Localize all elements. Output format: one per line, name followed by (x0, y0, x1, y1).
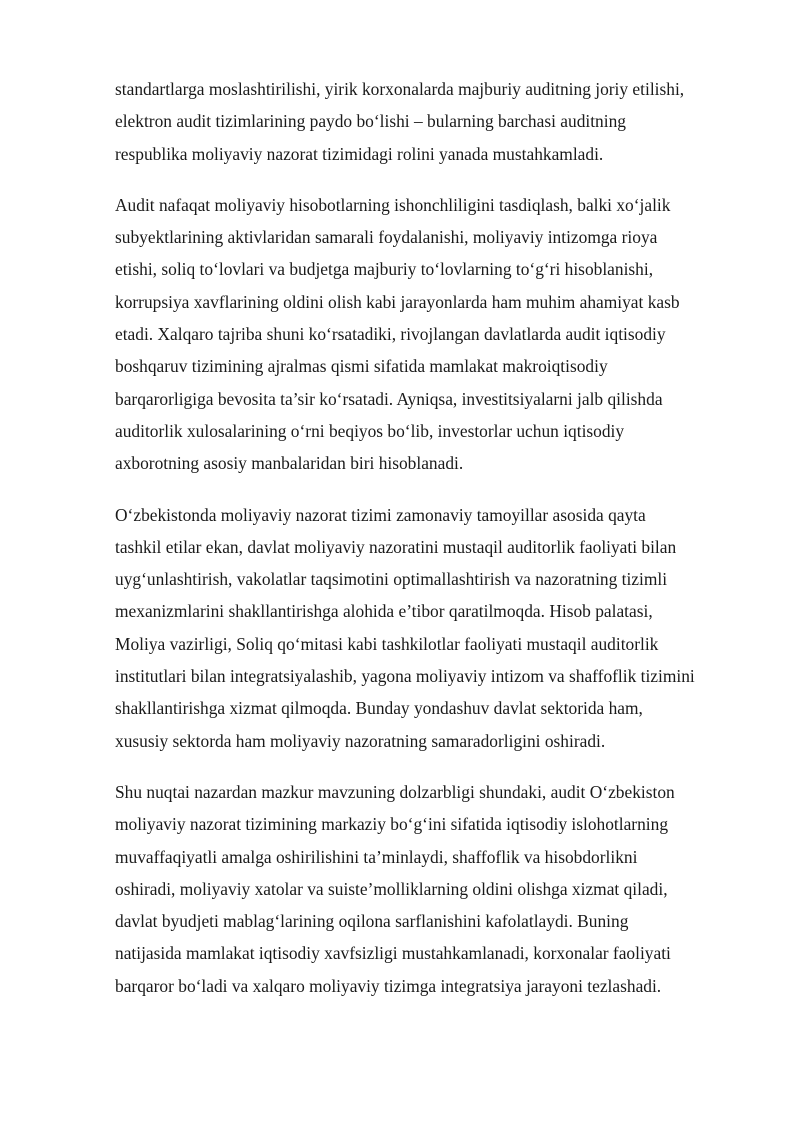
text-line: mexanizmlarini shakllantirishga alohida e’tibor qaratilmoqda. Hisob palatasi, (115, 601, 653, 622)
paragraph-1 (115, 73, 745, 170)
text-line: etadi. Xalqaro tajriba shuni ko‘rsatadiki, rivojlangan davlatlarda audit iqtisodiy (115, 324, 666, 345)
text-line: axborotning asosiy manbalaridan biri hisoblanadi. (115, 453, 464, 474)
text-line: Shu nuqtai nazardan mazkur mavzuning dolzarbligi shundaki, audit O‘zbekiston (115, 781, 675, 802)
text-line: respublika moliyaviy nazorat tizimidagi rolini yanada mustahkamladi. (115, 143, 604, 164)
paragraph-4 (115, 776, 745, 1002)
text-line: Audit nafaqat moliyaviy hisobotlarning ishonchliligini tasdiqlash, balki xo‘jalik (115, 194, 671, 215)
body-text (115, 73, 745, 1002)
text-line: natijasida mamlakat iqtisodiy xavfsizligi mustahkamlanadi, korxonalar faoliyati (115, 943, 671, 964)
text-line: tashkil etilar ekan, davlat moliyaviy nazoratini mustaqil auditorlik faoliyati bilan (115, 536, 677, 557)
text-line: institutlari bilan integratsiyalashib, yagona moliyaviy intizom va shaffoflik tizimini (115, 666, 695, 687)
text-line: auditorlik xulosalarining o‘rni beqiyos bo‘lib, investorlar uchun iqtisodiy (115, 420, 625, 441)
text-line: xususiy sektorda ham moliyaviy nazoratning samaradorligini oshiradi. (115, 730, 606, 751)
text-line: Moliya vazirligi, Soliq qo‘mitasi kabi tashkilotlar faoliyati mustaqil auditorlik (115, 633, 659, 654)
text-line: muvaffaqiyatli amalga oshirilishini ta’minlaydi, shaffoflik va hisobdorlikni (115, 846, 638, 867)
text-line: standartlarga moslashtirilishi, yirik korxonalarda majburiy auditning joriy etilishi, (115, 79, 685, 99)
text-line: O‘zbekistonda moliyaviy nazorat tizimi zamonaviy tamoyillar asosida qayta (115, 504, 646, 525)
text-line: barqarorligiga bevosita ta’sir ko‘rsatadi. Ayniqsa, investitsiyalarni jalb qilishda (115, 388, 663, 409)
text-line: boshqaruv tizimining ajralmas qismi sifatida mamlakat makroiqtisodiy (115, 356, 608, 377)
paragraph-3 (115, 499, 745, 757)
text-line: shakllantirishga xizmat qilmoqda. Bunday yondashuv davlat sektorida ham, (115, 698, 643, 719)
text-line: subyektlarining aktivlaridan samarali foydalanishi, moliyaviy intizomga rioya (115, 227, 658, 248)
text-line: oshiradi, moliyaviy xatolar va suiste’molliklarning oldini olishga xizmat qiladi, (115, 878, 668, 899)
text-line: etishi, soliq to‘lovlari va budjetga majburiy to‘lovlarning to‘g‘ri hisoblanishi, (115, 259, 654, 280)
paragraph-2 (115, 189, 745, 480)
text-line: barqaror bo‘ladi va xalqaro moliyaviy tizimga integratsiya jarayoni tezlashadi. (115, 975, 662, 996)
text-line: davlat byudjeti mablag‘larining oqilona sarflanishini kafolatlaydi. Buning (115, 911, 629, 932)
text-line: elektron audit tizimlarining paydo bo‘lishi – bularning barchasi auditning (115, 111, 626, 132)
text-line: korrupsiya xavflarining oldini olish kabi jarayonlarda ham muhim ahamiyat kasb (115, 291, 680, 312)
text-line: moliyaviy nazorat tizimining markaziy bo‘g‘ini sifatida iqtisodiy islohotlarning (115, 814, 669, 835)
text-line: uyg‘unlashtirish, vakolatlar taqsimotini optimallashtirish va nazoratning tizimli (115, 569, 668, 590)
